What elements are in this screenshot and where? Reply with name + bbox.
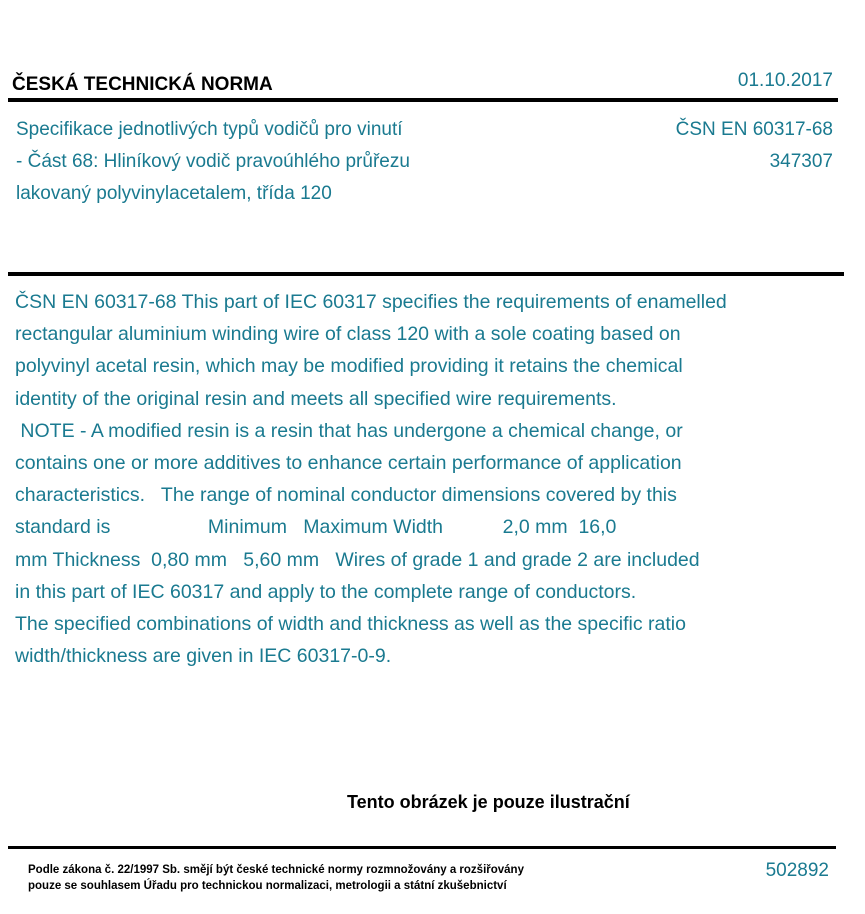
abstract-line: NOTE - A modified resin is a resin that has undergone a chemical change, or	[15, 419, 683, 442]
abstract-line: identity of the original resin and meets all specified wire requirements.	[15, 387, 617, 410]
abstract-line: rectangular aluminium winding wire of class 120 with a sole coating based on	[15, 323, 681, 346]
standard-code: ČSN EN 60317-68	[675, 119, 833, 140]
abstract-line: contains one or more additives to enhance certain performance of application	[15, 452, 682, 475]
abstract-line: The specified combinations of width and thickness as well as the specific ratio	[15, 613, 686, 636]
footer-divider	[8, 846, 836, 849]
spec-title-line: lakovaný polyvinylacetalem, třída 120	[16, 183, 332, 204]
abstract-line: mm Thickness 0,80 mm 5,60 mm Wires of grade 1 and grade 2 are included	[15, 548, 700, 571]
legal-notice	[28, 862, 524, 894]
section-divider	[8, 272, 844, 276]
norm-title: ČESKÁ TECHNICKÁ NORMA	[12, 74, 273, 95]
spec-identifiers	[676, 114, 833, 178]
abstract-line: width/thickness are given in IEC 60317-0-9.	[15, 645, 392, 668]
illustration-note: Tento obrázek je pouze ilustrační	[347, 792, 630, 812]
abstract-line: characteristics. The range of nominal conductor dimensions covered by this	[15, 484, 677, 507]
abstract-line: in this part of IEC 60317 and apply to the complete range of conductors.	[15, 580, 637, 603]
spec-title-line: - Část 68: Hliníkový vodič pravoúhlého průřezu	[16, 151, 410, 172]
abstract-line: ČSN EN 60317-68 This part of IEC 60317 specifies the requirements of enamelled	[15, 291, 727, 313]
header-divider	[8, 98, 838, 102]
class-number: 347307	[769, 151, 833, 172]
document-number: 502892	[765, 860, 829, 881]
abstract-line: polyvinyl acetal resin, which may be modified providing it retains the chemical	[15, 355, 683, 378]
abstract-line: standard is Minimum Maximum Width 2,0 mm 16,0	[15, 516, 617, 539]
publication-date: 01.10.2017	[737, 70, 833, 91]
legal-notice-line: Podle zákona č. 22/1997 Sb. smějí být české technické normy rozmnožovány a rozšiřovány	[28, 864, 524, 876]
legal-notice-line: pouze se souhlasem Úřadu pro technickou normalizaci, metrologii a státní zkušebnictví	[28, 880, 507, 892]
spec-title-line: Specifikace jednotlivých typů vodičů pro vinutí	[16, 119, 403, 140]
abstract-text	[15, 286, 845, 672]
spec-title	[16, 114, 536, 210]
